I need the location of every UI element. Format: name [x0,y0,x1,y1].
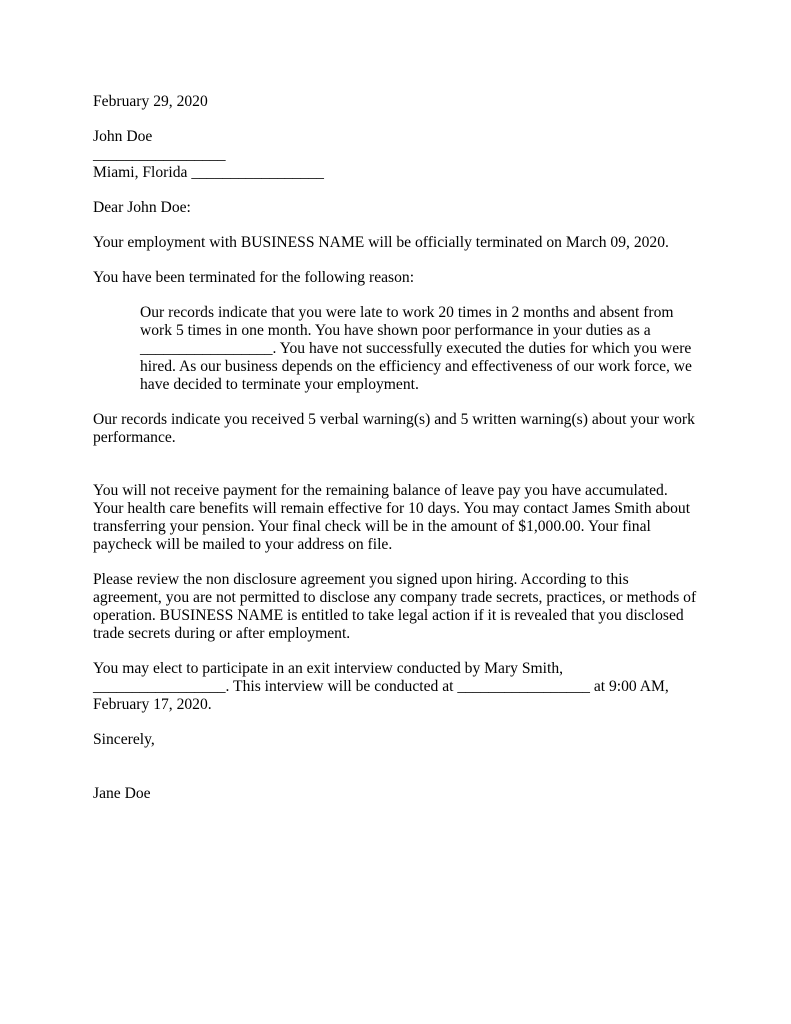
recipient-name: John Doe [93,128,153,145]
letter-date: February 29, 2020 [93,93,208,110]
payment-paragraph [93,482,699,554]
reason-line: Our records indicate that you were late to work 20 times in 2 months and absent from [140,304,674,321]
reason-line: _________________. You have not successfully executed the duties for which you were [140,340,692,357]
warnings-line: performance. [93,429,176,446]
signer-name: Jane Doe [93,785,151,802]
payment-line: paycheck will be mailed to your address on file. [93,536,393,553]
closing: Sincerely, [93,731,155,748]
nda-line: Please review the non disclosure agreement you signed upon hiring. According to this [93,571,629,588]
warnings-line: Our records indicate you received 5 verbal warning(s) and 5 written warning(s) about your work [93,411,695,428]
termination-notice: Your employment with BUSINESS NAME will be officially terminated on March 09, 2020. [93,234,669,251]
exit-interview-line: You may elect to participate in an exit interview conducted by Mary Smith, [93,660,564,677]
address-line-2: Miami, Florida _________________ [93,164,324,181]
exit-interview-line: February 17, 2020. [93,696,212,713]
nda-paragraph [93,571,699,643]
reason-line: work 5 times in one month. You have shown poor performance in your duties as a [140,322,651,339]
nda-line: operation. BUSINESS NAME is entitled to take legal action if it is revealed that you disclosed [93,607,684,624]
address-line-1: _________________ [93,146,226,163]
reason-block [140,304,699,394]
nda-line: trade secrets during or after employment. [93,625,351,642]
exit-interview-paragraph [93,660,699,714]
letter-page [93,93,699,803]
reason-line: hired. As our business depends on the efficiency and effectiveness of our work force, we [140,358,692,375]
warnings-paragraph [93,411,699,447]
exit-interview-line: _________________. This interview will be conducted at _________________ at 9:00 AM, [93,678,669,695]
reason-intro: You have been terminated for the following reason: [93,269,415,286]
payment-line: transferring your pension. Your final check will be in the amount of $1,000.00. Your final [93,518,651,535]
reason-line: have decided to terminate your employment. [140,376,419,393]
salutation: Dear John Doe: [93,199,191,216]
nda-line: agreement, you are not permitted to disclose any company trade secrets, practices, or methods of [93,589,697,606]
payment-line: You will not receive payment for the remaining balance of leave pay you have accumulated. [93,482,668,499]
payment-line: Your health care benefits will remain effective for 10 days. You may contact James Smith about [93,500,691,517]
